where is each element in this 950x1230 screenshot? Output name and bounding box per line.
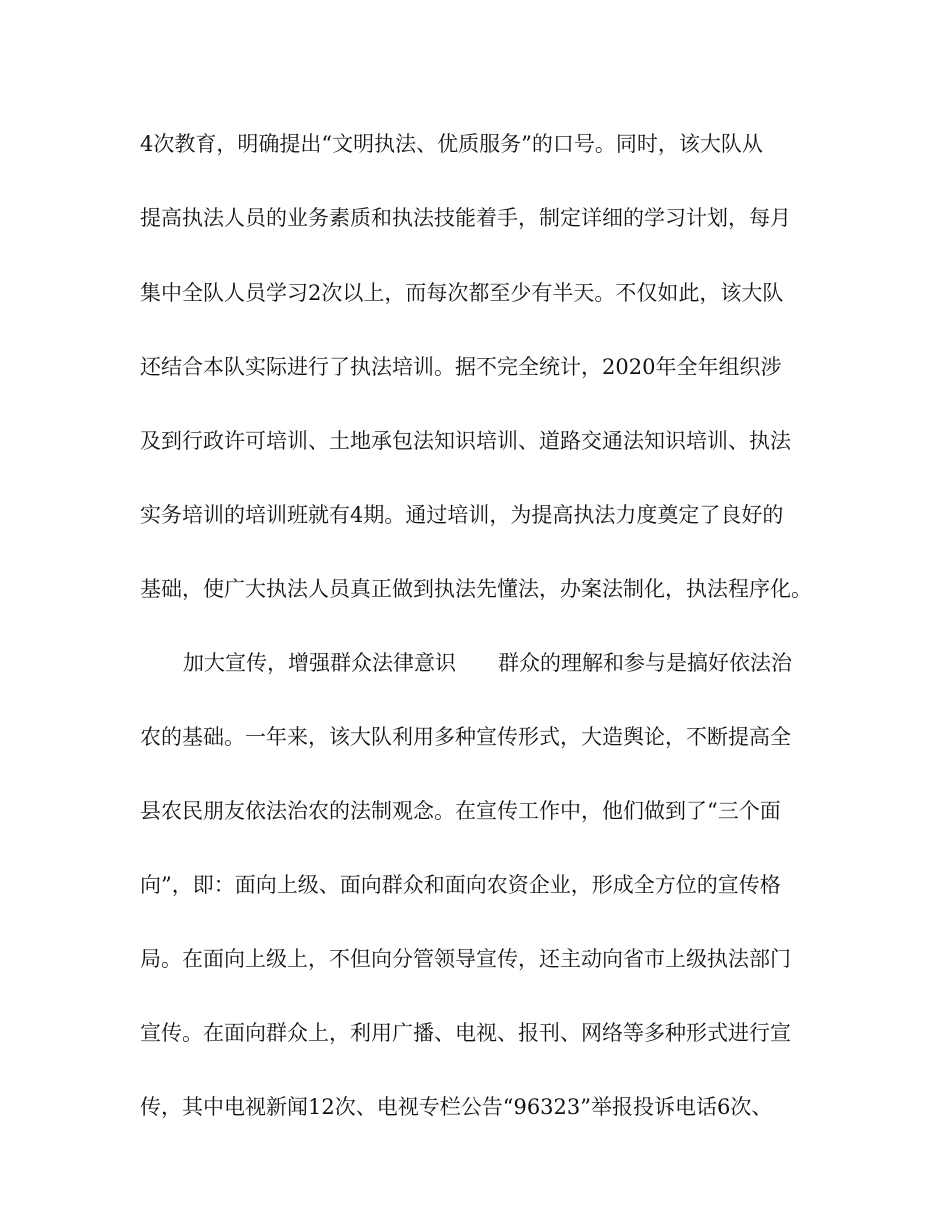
paragraph-line: 向”，即：面向上级、面向群众和面向农资企业，形成全方位的宣传格	[140, 873, 781, 897]
paragraph-line: 集中全队人员学习2次以上，而每次都至少有半天。不仅如此，该大队	[140, 281, 784, 305]
paragraph-line: 基础，使广大执法人员真正做到执法先懂法，办案法制化，执法程序化。	[140, 577, 812, 601]
paragraph-line: 及到行政许可培训、土地承包法知识培训、道路交通法知识培训、执法	[140, 429, 791, 453]
section-first-line	[183, 650, 792, 676]
paragraph-line: 农的基础。一年来，该大队利用多种宣传形式，大造舆论，不断提高全	[140, 725, 791, 749]
paragraph-line: 还结合本队实际进行了执法培训。据不完全统计，2020年全年组织涉	[140, 355, 782, 379]
paragraph-line: 宣传。在面向群众上，利用广播、电视、报刊、网络等多种形式进行宣	[140, 1021, 791, 1045]
section-first-line-text: 群众的理解和参与是搞好依法治	[498, 651, 792, 675]
section-heading: 加大宣传，增强群众法律意识	[183, 651, 456, 675]
paragraph-line: 传，其中电视新闻12次、电视专栏公告“96323”举报投诉电话6次、	[140, 1095, 773, 1119]
paragraph-line: 县农民朋友依法治农的法制观念。在宣传工作中，他们做到了“三个面	[140, 799, 781, 823]
paragraph-line: 局。在面向上级上，不但向分管领导宣传，还主动向省市上级执法部门	[140, 947, 791, 971]
paragraph-line: 实务培训的培训班就有4期。通过培训，为提高执法力度奠定了良好的	[140, 503, 784, 527]
paragraph-line: 4次教育，明确提出“文明执法、优质服务”的口号。同时，该大队从	[140, 132, 763, 156]
paragraph-line: 提高执法人员的业务素质和执法技能着手，制定详细的学习计划，每月	[140, 206, 791, 230]
